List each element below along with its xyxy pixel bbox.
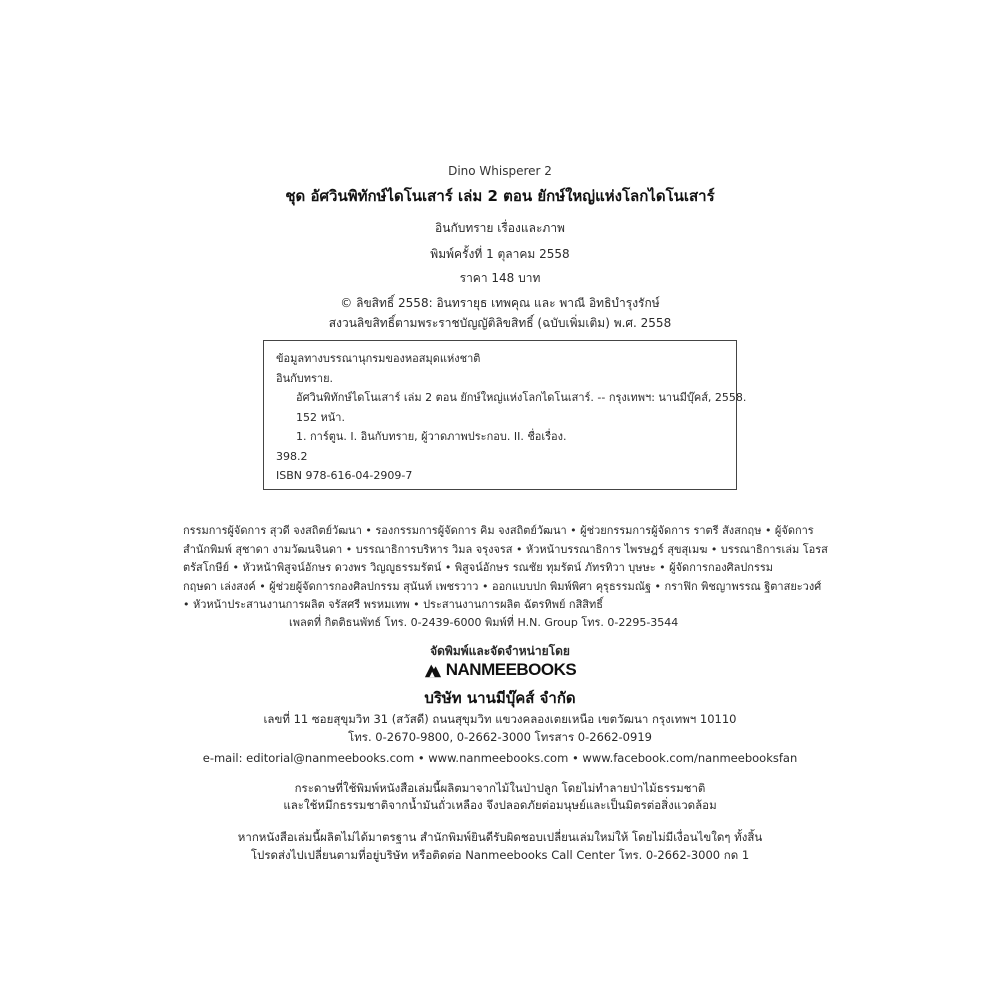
staff-line: กฤษดา เล่งสงค์ • ผู้ช่วยผู้จัดการกองศิลปกรรม สุนันท์ เพชรวาว • ออกแบบปก พิมพ์พิศา คุรุธรรมณัฐ • กราฟิก พิชญาพรรณ ฐิตาสยะวงศ์: [183, 579, 822, 593]
cip-heading: ข้อมูลทางบรรณานุกรมของหอสมุดแห่งชาติ: [276, 352, 481, 365]
website-link[interactable]: www.nanmeebooks.com: [428, 751, 569, 765]
cip-pages: 152 หน้า.: [296, 410, 345, 424]
company-name: บริษัท นานมีบุ๊คส์ จำกัด: [424, 689, 576, 707]
copyright-notice: © ลิขสิทธิ์ 2558: อินทรายุธ เทพคุณ และ พาณี อิทธิบำรุงรักษ์: [340, 296, 660, 310]
rights-reserved: สงวนลิขสิทธิ์ตามพระราชบัญญัติลิขสิทธิ์ (ฉบับเพิ่มเติม) พ.ศ. 2558: [328, 316, 672, 330]
facebook-link[interactable]: www.facebook.com/nanmeebooksfan: [582, 751, 798, 765]
staff-line: สำนักพิมพ์ สุชาดา งามวัฒนจินดา • บรรณาธิการบริหาร วิมล จรุงจรส • หัวหน้าบรรณาธิการ ไพรษฎร์ สุขสุเมฆ • บรรณาธิการเล่ม โอรส: [183, 542, 828, 556]
separator: •: [417, 751, 425, 765]
staff-line: กรรมการผู้จัดการ สุวดี จงสถิตย์วัฒนา • รองกรรมการผู้จัดการ คิม จงสถิตย์วัฒนา • ผู้ช่วยกรรมการผู้จัดการ ราตรี สังสกฤษ • ผู้จัดการ: [183, 524, 814, 537]
cip-isbn: ISBN 978-616-04-2909-7: [276, 469, 413, 482]
publisher-logo-text: NANMEEBOOKS: [445, 660, 577, 679]
cip-classification: 398.2: [276, 449, 308, 463]
defect-policy-line: โปรดส่งไปเปลี่ยนตามที่อยู่บริษัท หรือติดต่อ Nanmeebooks Call Center โทร. 0-2662-3000 กด 1: [250, 848, 750, 862]
paper-note-line: และใช้หมึกธรรมชาติจากน้ำมันถั่วเหลือง จึงปลอดภัยต่อมนุษย์และเป็นมิตรต่อสิ่งแวดล้อม: [283, 798, 717, 812]
staff-line: ตรัสโกษีย์ • หัวหน้าพิสูจน์อักษร ดวงพร วิญญูธรรมรัตน์ • พิสูจน์อักษร รณชัย ทุมรัตน์ ภัทรทิวา บุษษะ • ผู้จัดการกองศิลปกรรม: [183, 561, 774, 575]
printer-info: เพลตที่ กิตติธนพัทธ์ โทร. 0-2439-6000 พิมพ์ที่ H.N. Group โทร. 0-2295-3544: [289, 616, 679, 629]
cip-author: อินกับทราย.: [276, 371, 334, 385]
email-link[interactable]: e-mail: editorial@nanmeebooks.com: [202, 751, 415, 765]
cip-subjects: 1. การ์ตูน. I. อินกับทราย, ผู้วาดภาพประกอบ. II. ชื่อเรื่อง.: [296, 430, 567, 443]
defect-policy-line: หากหนังสือเล่มนี้ผลิตไม่ได้มาตรฐาน สำนักพิมพ์ยินดีรับผิดชอบเปลี่ยนเล่มใหม่ให้ โดยไม่มีเงื่อนไขใดๆ ทั้งสิ้น: [237, 830, 763, 844]
paper-note-line: กระดาษที่ใช้พิมพ์หนังสือเล่มนี้ผลิตมาจากไม้ในป่าปลูก โดยไม่ทำลายป่าไม้ธรรมชาติ: [294, 781, 706, 795]
price: ราคา 148 บาท: [459, 271, 541, 285]
staff-credits: [183, 522, 828, 615]
author-credit: อินกับทราย เรื่องและภาพ: [435, 221, 565, 235]
cataloging-data-box: [263, 340, 747, 490]
company-phone: โทร. 0-2670-9800, 0-2662-3000 โทรสาร 0-2662-0919: [348, 730, 652, 744]
cip-title: อัศวินพิทักษ์ไดโนเสาร์ เล่ม 2 ตอน ยักษ์ใหญ่แห่งโลกไดโนเสาร์. -- กรุงเทพฯ: นานมีบุ๊คส์, 2558.: [296, 391, 747, 404]
staff-line: • หัวหน้าประสานงานการผลิต จรัสศรี พรหมเทพ • ประสานงานการผลิต ฉัตรทิพย์ กสิสิทธิ์: [183, 598, 603, 612]
publisher-logo: [0, 660, 1000, 680]
separator: •: [571, 751, 579, 765]
thai-title: ชุด อัศวินพิทักษ์ไดโนเสาร์ เล่ม 2 ตอน ยักษ์ใหญ่แห่งโลกไดโนเสาร์: [285, 187, 715, 205]
company-address: เลขที่ 11 ซอยสุขุมวิท 31 (สวัสดี) ถนนสุขุมวิท แขวงคลองเตยเหนือ เขตวัฒนา กรุงเทพฯ 10110: [263, 712, 737, 726]
mountain-logo-icon: [424, 661, 442, 679]
published-by-label: จัดพิมพ์และจัดจำหน่ายโดย: [430, 644, 570, 658]
english-title: Dino Whisperer 2: [448, 164, 552, 178]
printing-info: พิมพ์ครั้งที่ 1 ตุลาคม 2558: [430, 247, 570, 261]
contact-links: [0, 750, 1000, 766]
